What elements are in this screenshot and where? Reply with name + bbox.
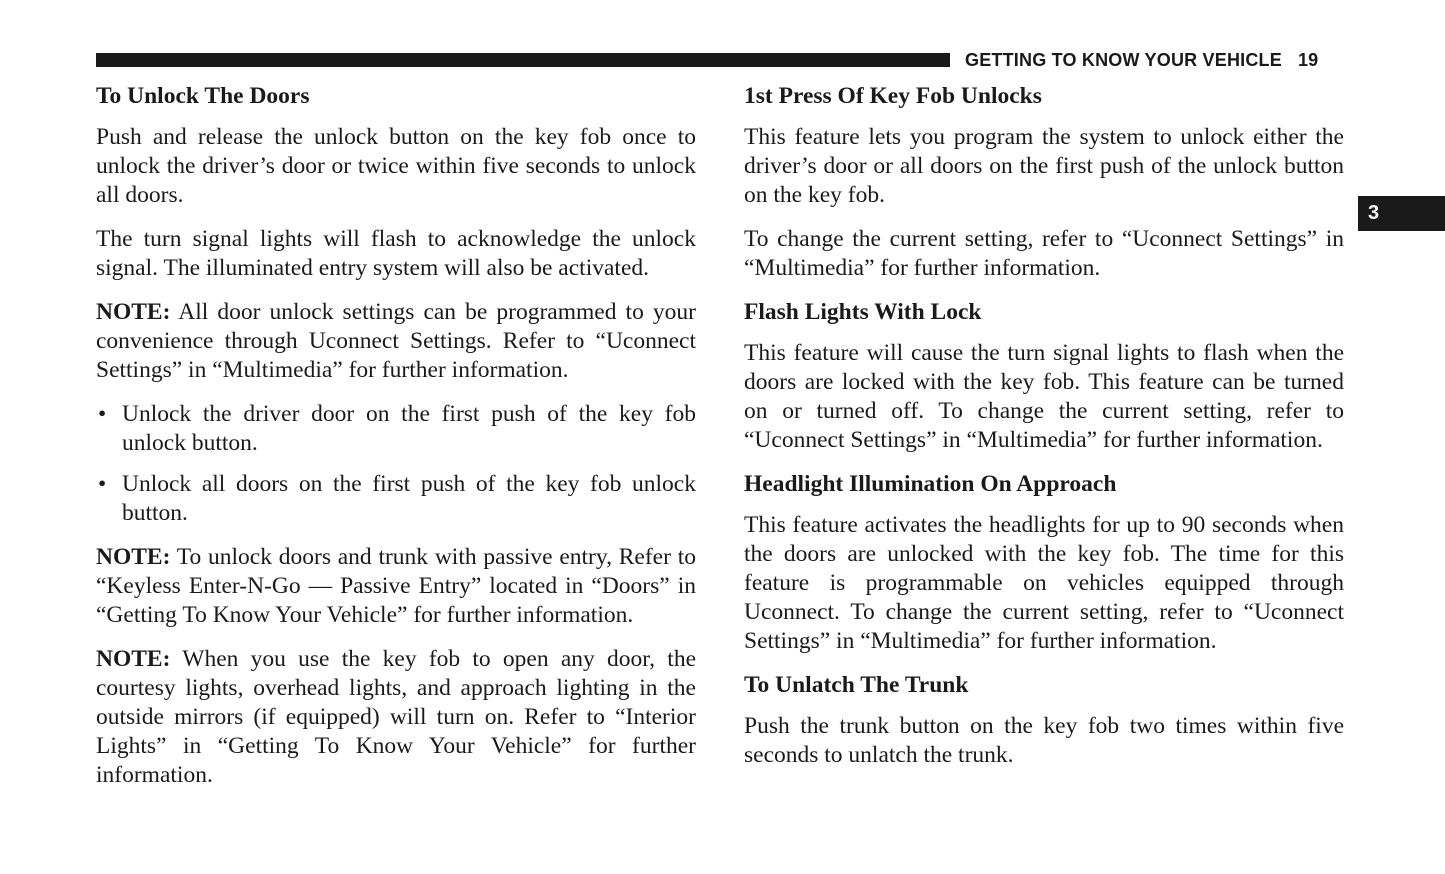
note-label: NOTE: — [96, 646, 171, 672]
bullet-icon: • — [98, 471, 107, 497]
note-text: All door unlock settings can be programmed to your convenience through Uconnect Settings. Refer to “Uconnect Settings” in “Multimedia” for further information. — [96, 299, 696, 383]
left-column — [96, 82, 696, 805]
paragraph: Push and release the unlock button on the key fob once to unlock the driver’s door or twice within five seconds to unlock all doors. — [96, 124, 696, 208]
note-label: NOTE: — [96, 299, 171, 325]
note-text: To unlock doors and trunk with passive entry, Refer to “Keyless Enter-N-Go — Passive Entry” located in “Doors” in “Getting To Know Your Vehicle” for further information. — [96, 544, 696, 628]
list-item — [96, 470, 696, 528]
chapter-tab: 3 — [1358, 196, 1445, 231]
paragraph: Push the trunk button on the key fob two times within five seconds to unlatch the trunk. — [744, 713, 1344, 768]
paragraph: This feature will cause the turn signal lights to flash when the doors are locked with the key fob. This feature can be turned on or turned off. To change the current setting, refer to “Uconnect Settings” in “Multimedia” for further information. — [744, 340, 1344, 453]
header-rule-bar — [96, 53, 950, 67]
note-text: When you use the key fob to open any door, the courtesy lights, overhead lights, and approach lighting in the outside mirrors (if equipped) will turn on. Refer to “Interior Lights” in “Getting To Know Your Vehicle” for further information. — [96, 646, 696, 788]
running-header — [965, 50, 1318, 71]
paragraph: This feature activates the headlights for up to 90 seconds when the doors are unlocked with the key fob. The time for this feature is programmable on vehicles equipped through Uconnect. To change the current setting, refer to “Uconnect Settings” in “Multimedia” for further information. — [744, 512, 1344, 654]
heading-headlight-illumination: Headlight Illumination On Approach — [744, 471, 1117, 497]
note-paragraph — [96, 543, 696, 630]
heading-unlock-doors: To Unlock The Doors — [96, 83, 310, 109]
list-item-text: Unlock the driver door on the first push of the key fob unlock button. — [122, 401, 696, 456]
note-paragraph — [96, 298, 696, 385]
list-item — [96, 400, 696, 458]
paragraph: To change the current setting, refer to “Uconnect Settings” in “Multimedia” for further information. — [744, 226, 1344, 281]
page-number: 19 — [1297, 50, 1319, 70]
paragraph: The turn signal lights will flash to acknowledge the unlock signal. The illuminated entry system will also be activated. — [96, 226, 696, 281]
bullet-icon: • — [98, 401, 107, 427]
heading-first-press: 1st Press Of Key Fob Unlocks — [744, 83, 1042, 109]
heading-flash-lights: Flash Lights With Lock — [744, 299, 982, 325]
list-item-text: Unlock all doors on the first push of the key fob unlock button. — [122, 471, 696, 526]
right-column — [744, 82, 1344, 785]
note-paragraph — [96, 645, 696, 790]
section-title: GETTING TO KNOW YOUR VEHICLE — [965, 50, 1282, 70]
heading-unlatch-trunk: To Unlatch The Trunk — [744, 672, 969, 698]
note-label: NOTE: — [96, 544, 171, 570]
paragraph: This feature lets you program the system to unlock either the driver’s door or all doors on the first push of the unlock button on the key fob. — [744, 124, 1344, 208]
